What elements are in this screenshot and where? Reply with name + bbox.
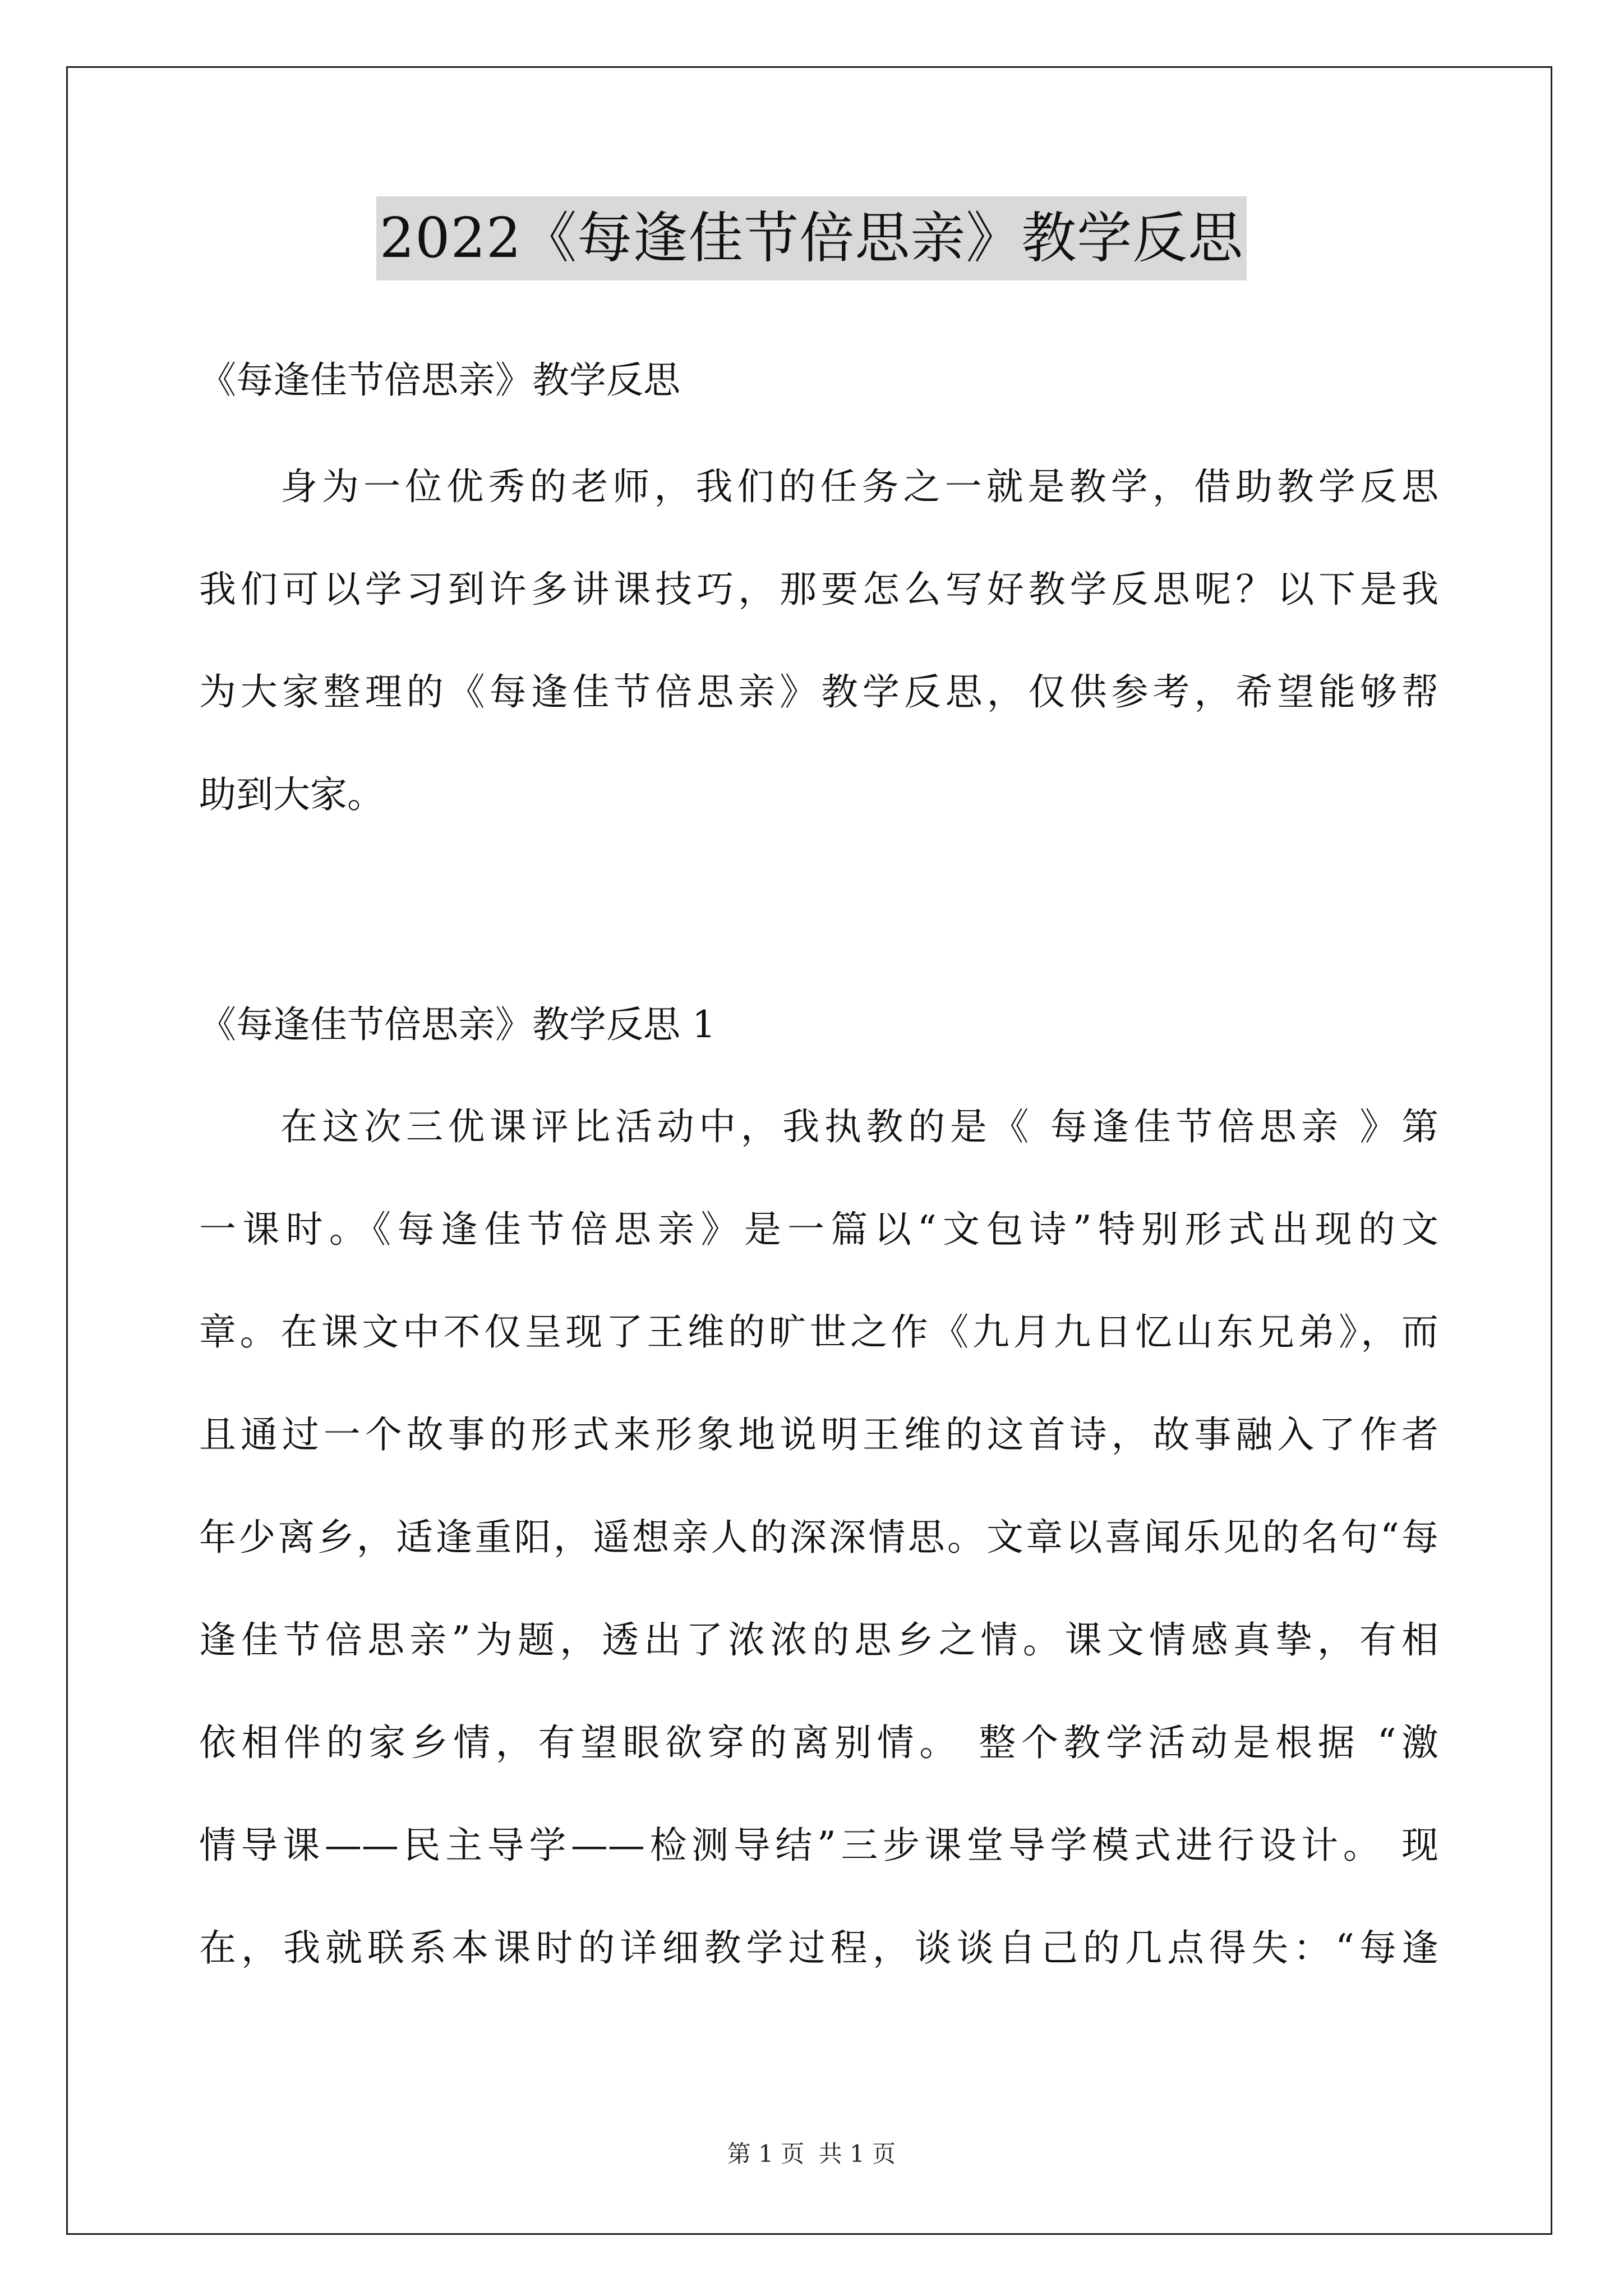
- title-block: [0, 196, 1623, 280]
- subtitle: 《每逢佳节倍思亲》教学反思: [199, 358, 680, 402]
- body-line-8: 情导课——民主导学——检测导结”三步课堂导学模式进行设计。 现: [199, 1824, 1438, 1867]
- body-line-1: 在这次三优课评比活动中，我执教的是《 每逢佳节倍思亲 》第: [280, 1105, 1438, 1148]
- section-heading: 《每逢佳节倍思亲》教学反思 1: [199, 1003, 716, 1046]
- document-title: 2022《每逢佳节倍思亲》教学反思: [376, 196, 1247, 280]
- intro-line-1: 身为一位优秀的老师，我们的任务之一就是教学，借助教学反思: [280, 465, 1438, 508]
- body-line-6: 逢佳节倍思亲”为题，透出了浓浓的思乡之情。课文情感真挚，有相: [199, 1618, 1438, 1662]
- body-line-2: 一课时。《每逢佳节倍思亲》是一篇以“文包诗”特别形式出现的文: [199, 1208, 1438, 1251]
- page-number-total: 共 1 页: [818, 2140, 896, 2168]
- body-line-7: 依相伴的家乡情，有望眼欲穿的离别情。 整个教学活动是根据 “激: [199, 1721, 1438, 1764]
- intro-line-4: 助到大家。: [199, 773, 384, 816]
- page-number-current: 第 1 页: [727, 2140, 805, 2168]
- body-line-4: 且通过一个故事的形式来形象地说明王维的这首诗，故事融入了作者: [199, 1413, 1438, 1456]
- body-line-3: 章。在课文中不仅呈现了王维的旷世之作《九月九日忆山东兄弟》，而: [199, 1310, 1438, 1354]
- intro-line-2: 我们可以学习到许多讲课技巧，那要怎么写好教学反思呢？以下是我: [199, 568, 1438, 611]
- body-line-9: 在，我就联系本课时的详细教学过程，谈谈自己的几点得失：“每逢: [199, 1926, 1438, 1970]
- body-line-5: 年少离乡，适逢重阳，遥想亲人的深深情思。文章以喜闻乐见的名句“每: [199, 1516, 1438, 1559]
- page-footer: [0, 2137, 1623, 2171]
- intro-line-3: 为大家整理的《每逢佳节倍思亲》教学反思，仅供参考，希望能够帮: [199, 670, 1438, 714]
